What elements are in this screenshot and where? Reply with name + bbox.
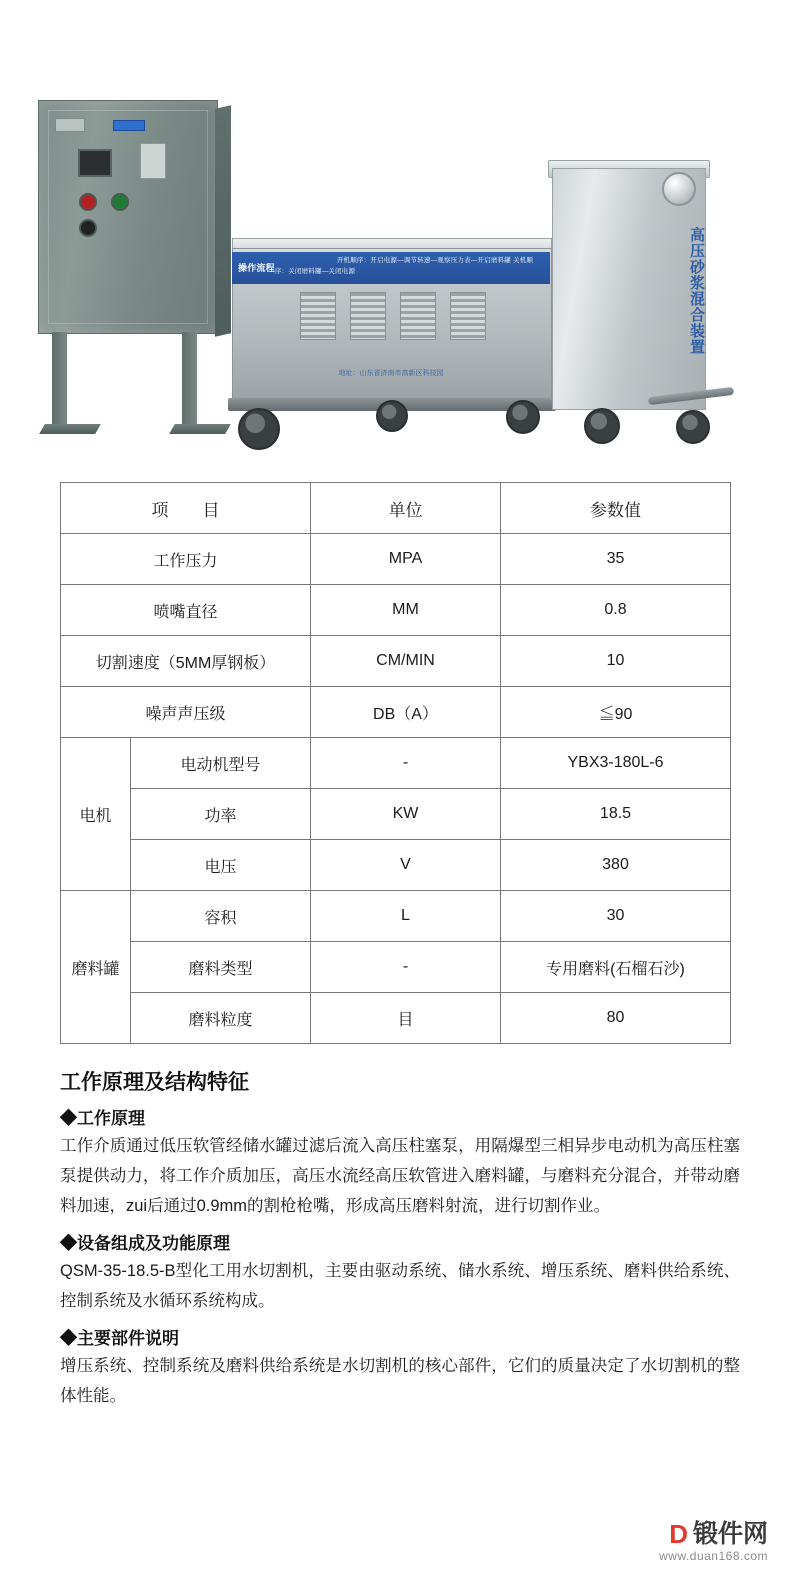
section-title: 工作原理及结构特征 <box>60 1071 249 1094</box>
row-unit: - <box>311 942 501 993</box>
row-item: 磨料粒度 <box>131 993 311 1044</box>
row-unit: DB（A） <box>311 687 501 738</box>
machine-instruction-banner <box>232 252 550 284</box>
row-unit: V <box>311 840 501 891</box>
row-item: 电压 <box>131 840 311 891</box>
subsection-body-principle: 工作介质通过低压软管经储水罐过滤后流入高压柱塞泵，用隔爆型三相异步电动机为高压柱塞泵提供动力，将工作介质加压，高压水流经高压软管进入磨料罐，与磨料充分混合，并带动磨料加速，zui后通过0.9mm的割枪枪嘴，形成高压磨料射流，进行切割作业。 <box>60 1137 740 1215</box>
table-header-row <box>61 483 731 534</box>
spec-table-wrapper <box>60 482 730 1044</box>
brand-logo-icon: D <box>669 1519 687 1549</box>
machine-vent <box>450 292 486 340</box>
tank-wheel <box>584 408 620 444</box>
row-item: 噪声声压级 <box>61 687 311 738</box>
machine-vent-group <box>300 292 486 338</box>
machine-wheel <box>506 400 540 434</box>
cabinet-door-panel <box>48 110 208 324</box>
machine-wheel <box>376 400 408 432</box>
specification-table <box>60 482 731 1044</box>
cabinet-leg-right <box>182 332 197 428</box>
brand-name: 锻件网 <box>692 1520 768 1548</box>
row-unit: MPA <box>311 534 501 585</box>
row-unit: 目 <box>311 993 501 1044</box>
control-cabinet-image <box>38 100 218 334</box>
row-value: 30 <box>501 891 731 942</box>
table-row <box>61 789 731 840</box>
row-item: 工作压力 <box>61 534 311 585</box>
table-row <box>61 993 731 1044</box>
row-item: 磨料类型 <box>131 942 311 993</box>
cabinet-leg-left <box>52 332 67 428</box>
cabinet-blue-label <box>113 120 145 131</box>
row-value: 18.5 <box>501 789 731 840</box>
machine-vent <box>300 292 336 340</box>
table-row <box>61 840 731 891</box>
cabinet-foot-right <box>169 424 231 434</box>
row-value: 380 <box>501 840 731 891</box>
row-unit: CM/MIN <box>311 636 501 687</box>
row-unit: KW <box>311 789 501 840</box>
row-item: 电动机型号 <box>131 738 311 789</box>
cabinet-foot-left <box>39 424 101 434</box>
row-unit: MM <box>311 585 501 636</box>
table-header-value: 参数值 <box>501 483 731 534</box>
product-photo <box>0 0 790 470</box>
table-row <box>61 636 731 687</box>
brand-url: www.duan168.com <box>659 1549 768 1563</box>
tank-wheel <box>676 410 710 444</box>
table-header-item: 项 目 <box>61 483 311 534</box>
group-label-motor: 电机 <box>61 738 131 891</box>
table-row <box>61 738 731 789</box>
row-item: 功率 <box>131 789 311 840</box>
machine-wheel <box>238 408 280 450</box>
row-value: 0.8 <box>501 585 731 636</box>
subsection-title-components: ◆主要部件说明 <box>60 1329 179 1348</box>
tank-label-text: 高压砂浆混合装置 <box>688 227 705 355</box>
cabinet-start-button-icon <box>111 193 129 211</box>
row-unit: - <box>311 738 501 789</box>
machine-banner-lines: 开机顺序：开启电源—调节转速—观察压力表—开启磨料罐 关机顺序：关闭磨料罐—关闭电源 <box>274 257 534 275</box>
row-item: 喷嘴直径 <box>61 585 311 636</box>
table-row <box>61 585 731 636</box>
description-section <box>60 1066 740 1411</box>
machine-banner-title: 操作流程 <box>238 263 275 273</box>
footer-watermark <box>659 1521 768 1563</box>
row-value: 80 <box>501 993 731 1044</box>
group-label-abrasive-tank: 磨料罐 <box>61 891 131 1044</box>
pressure-gauge-icon <box>662 172 696 206</box>
cabinet-switch-plate <box>140 143 166 179</box>
table-row <box>61 687 731 738</box>
row-value: ≦90 <box>501 687 731 738</box>
subsection-body-composition: QSM-35-18.5-B型化工用水切割机，主要由驱动系统、储水系统、增压系统、磨料供给系统、控制系统及水循环系统构成。 <box>60 1262 740 1310</box>
machine-address-text: 地址：山东省济南市高新区科技园 <box>338 370 444 377</box>
cabinet-aux-button-icon <box>79 219 97 237</box>
row-value: 10 <box>501 636 731 687</box>
cabinet-nameplate <box>55 118 85 132</box>
brand-row <box>659 1521 768 1547</box>
table-row <box>61 891 731 942</box>
row-item: 切割速度（5MM厚钢板） <box>61 636 311 687</box>
cabinet-stop-button-icon <box>79 193 97 211</box>
subsection-title-principle: ◆工作原理 <box>60 1109 145 1128</box>
cabinet-meter-display <box>78 149 112 177</box>
row-item: 容积 <box>131 891 311 942</box>
machine-vent <box>350 292 386 340</box>
table-row <box>61 942 731 993</box>
row-value: YBX3-180L-6 <box>501 738 731 789</box>
table-header-unit: 单位 <box>311 483 501 534</box>
subsection-title-composition: ◆设备组成及功能原理 <box>60 1234 230 1253</box>
machine-vent <box>400 292 436 340</box>
row-value: 35 <box>501 534 731 585</box>
row-unit: L <box>311 891 501 942</box>
table-row <box>61 534 731 585</box>
row-value: 专用磨料(石榴石沙) <box>501 942 731 993</box>
subsection-body-components: 增压系统、控制系统及磨料供给系统是水切割机的核心部件，它们的质量决定了水切割机的整体性能。 <box>60 1357 740 1405</box>
